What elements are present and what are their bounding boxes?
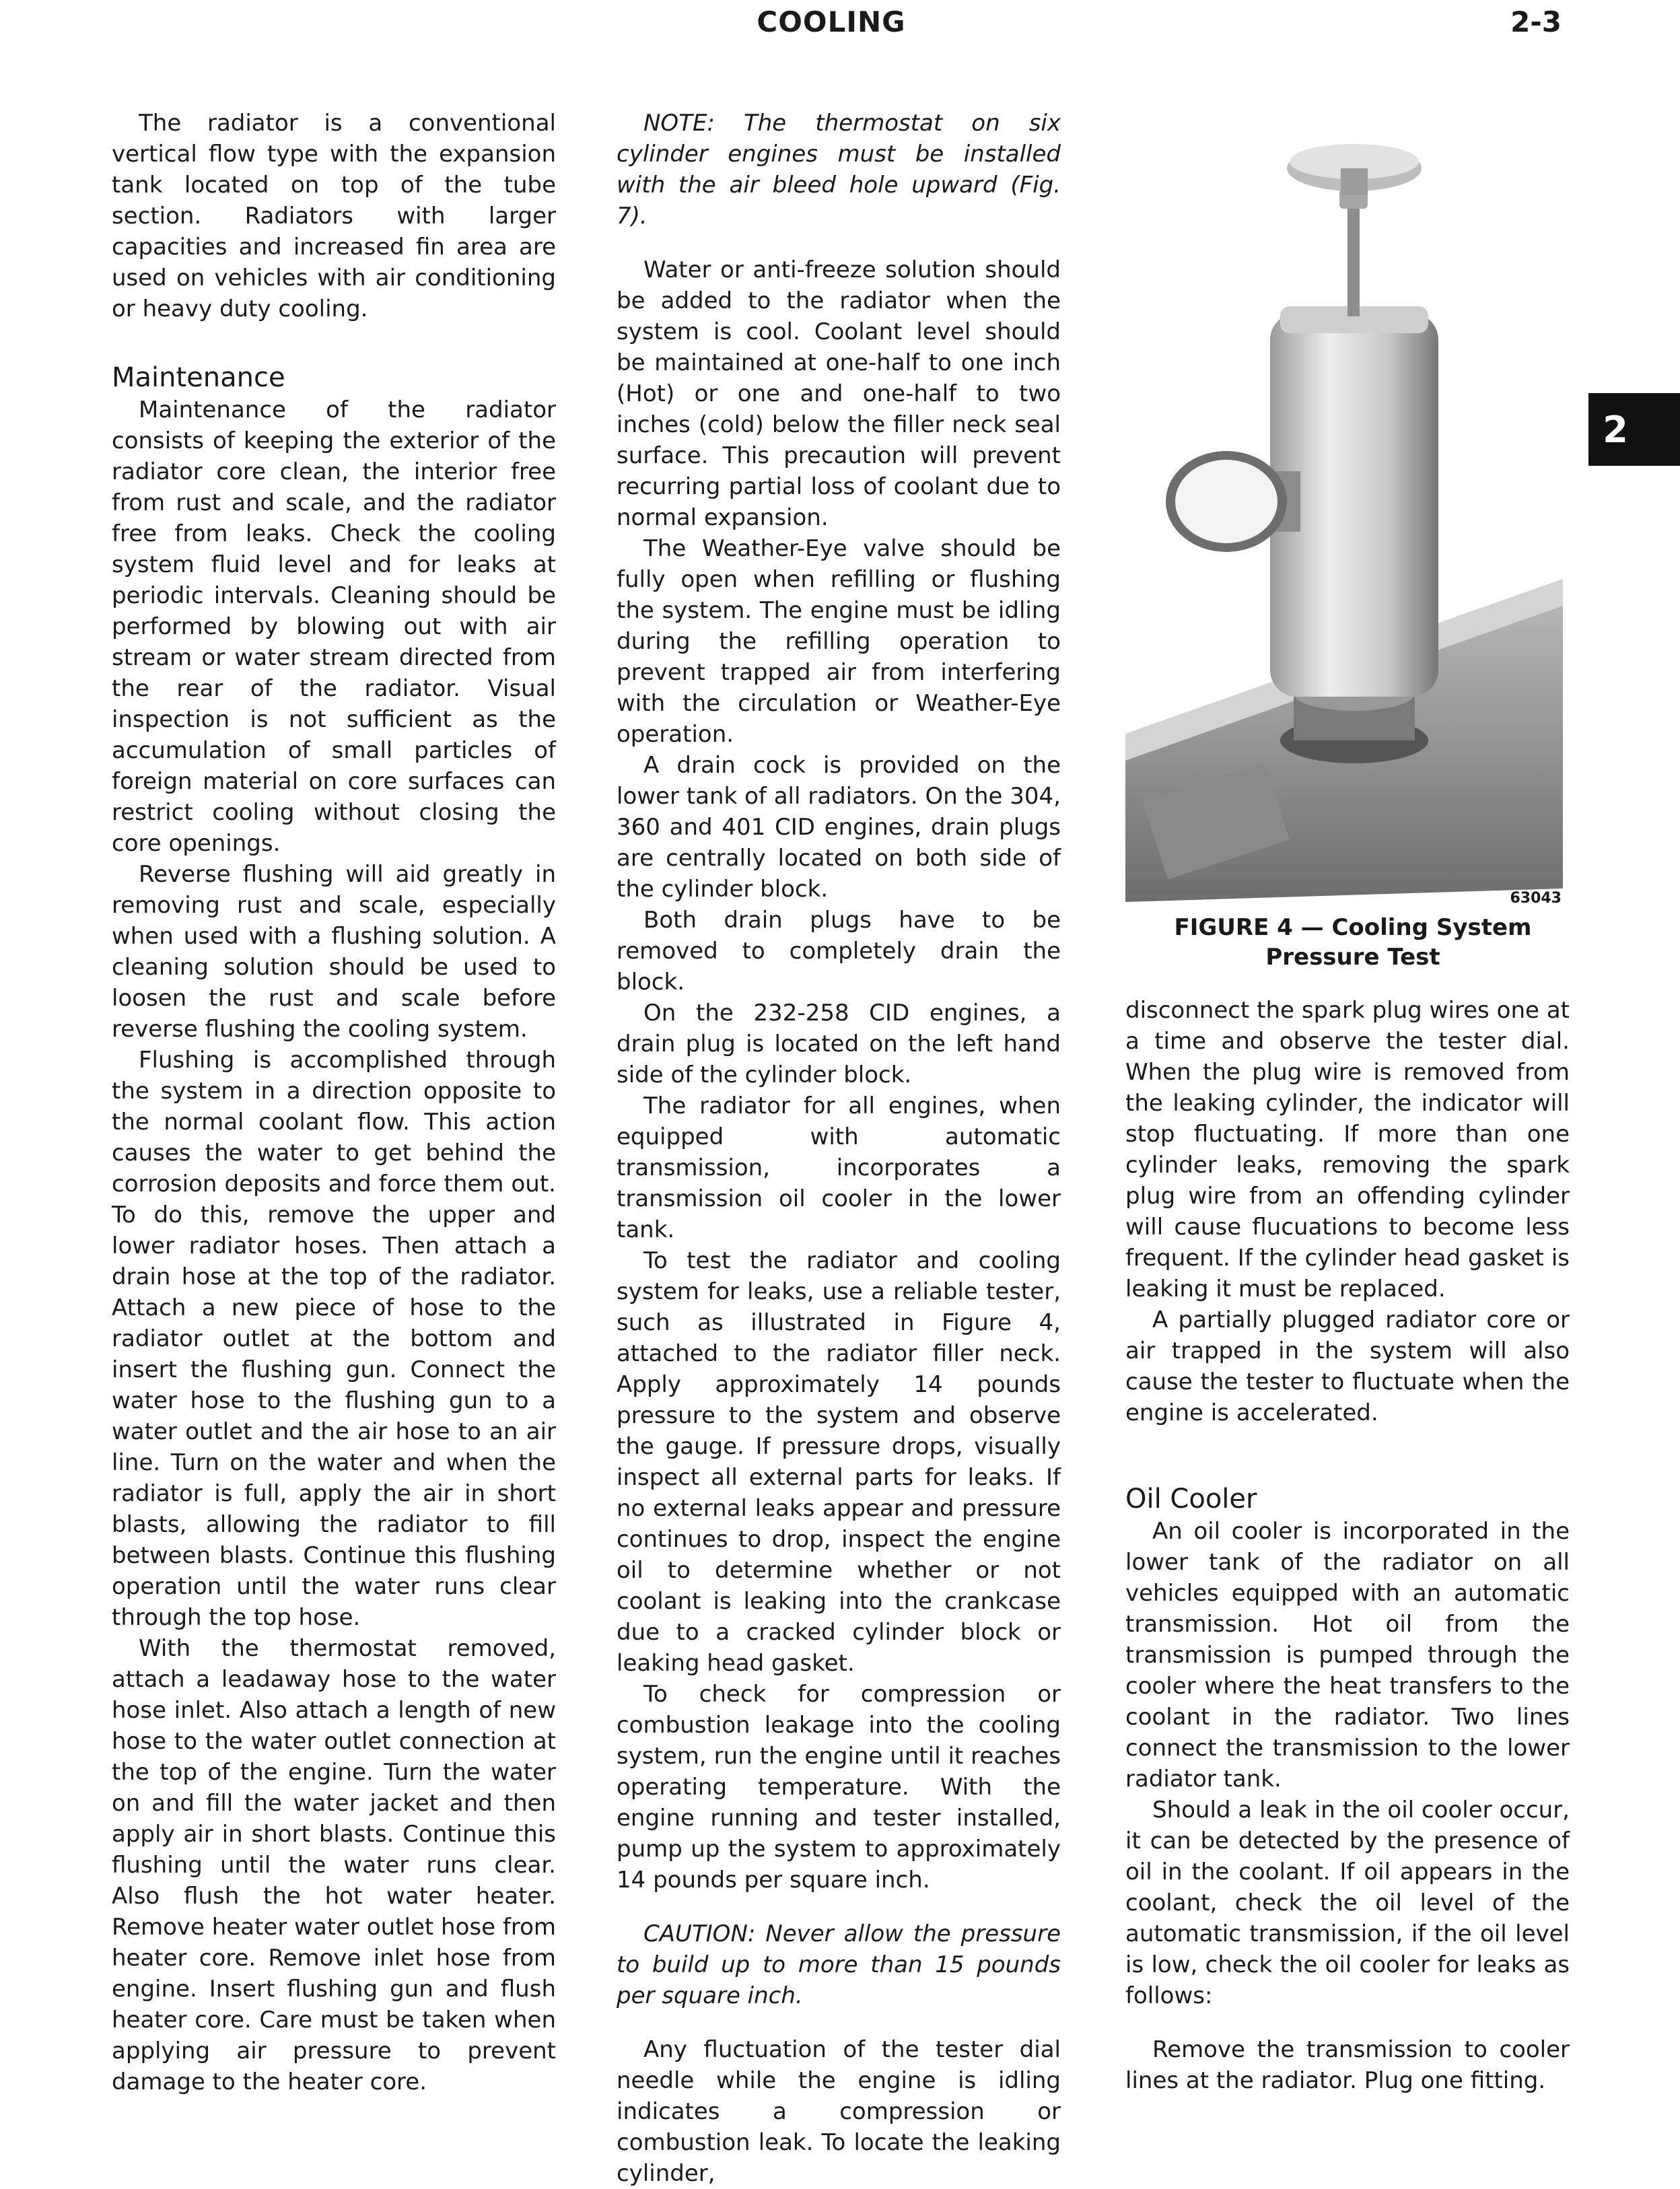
remove-lines-paragraph: Remove the transmission to cooler lines at the radiator. Plug one fitting. [1125,2036,1570,2094]
caution-note: CAUTION: Never allow the pressure to build up to more than 15 pounds per square inch. [617,1920,1061,2009]
section-tab: 2 [1588,393,1680,466]
left-column [112,108,556,2097]
maintenance-heading: Maintenance [112,362,285,393]
drain-cock-paragraph: A drain cock is provided on the lower tank of all radiators. On the 304, 360 and 401 CID engines, drain plugs are centrally located on both side of the cylinder block. [617,752,1061,903]
thermostat-removed-paragraph: With the thermostat removed, attach a leadaway hose to the water hose inlet. Also attach a length of new hose to the water outlet connection at the top of the engine. Turn the water on and fill the water jacket and then apply air in short blasts. Continue this flushing until the water runs clear. Also flush the hot water heater. Remove heater water outlet hose from heater core. Remove inlet hose from engine. Insert flushing gun and flush heater core. Care must be taken when applying air pressure to prevent damage to the heater core. [112,1635,556,2095]
fluctuation-paragraph: Any fluctuation of the tester dial needle while the engine is idling indicates a compression or combustion leak. To locate the leaking cylinder, [617,2036,1061,2187]
reverse-flushing-paragraph: Reverse flushing will aid greatly in removing rust and scale, especially when used with a flushing solution. A cleaning solution should be used to loosen the rust and scale before reverse flushing the cooling system. [112,861,556,1043]
compression-check-paragraph: To check for compression or combustion leakage into the cooling system, run the engine until it reaches operating temperature. With the engine running and tester installed, pump up the system to approximately 14 pounds per square inch. [617,1681,1061,1893]
leaking-cylinder-paragraph: disconnect the spark plug wires one at a time and observe the tester dial. When the plug wire is removed from the leaking cylinder, the indicator will stop fluctuating. If more than one cylinder leaks, removing the spark plug wire from an offending cylinder will cause flucuations to become less frequent. If the cylinder head gasket is leaking it must be replaced. [1125,997,1570,1302]
transmission-oil-cooler-paragraph: The radiator for all engines, when equipped with automatic transmission, incorporates a transmission oil cooler in the lower tank. [617,1092,1061,1243]
middle-column [617,108,1061,2189]
coolant-level-paragraph: Water or anti-freeze solution should be added to the radiator when the system is cool. Coolant level should be maintained at one-half to one inch (Hot) or one and one-half to two inches (cold) below the filler neck seal surface. This precaution will prevent recurring partial loss of coolant due to normal expansion. [617,256,1061,531]
page-number: 2-3 [1510,5,1562,38]
oil-cooler-heading: Oil Cooler [1125,1484,1257,1515]
oil-cooler-leak-paragraph: Should a leak in the oil cooler occur, it can be detected by the presence of oil in the coolant. If oil appears in the coolant, check the oil level of the automatic transmission, if the oil level is low, check the oil cooler for leaks as follows: [1125,1797,1570,2009]
figure-number: 63043 [1510,890,1562,907]
maintenance-paragraph: Maintenance of the radiator consists of keeping the exterior of the radiator core clean, the interior free from rust and scale, and the radiator free from leaks. Check the cooling system fluid level and for leaks at periodic intervals. Cleaning should be performed by blowing out with air stream or water stream directed from the rear of the radiator. Visual inspection is not sufficient as the accumulation of small particles of foreign material on core surfaces can restrict cooling without closing the core openings. [112,396,556,857]
plugged-core-paragraph: A partially plugged radiator core or air trapped in the system will also cause the tester to fluctuate when the engine is accelerated. [1125,1307,1570,1426]
weather-eye-paragraph: The Weather-Eye valve should be fully open when refilling or flushing the system. The engine must be idling during the refilling operation to prevent trapped air from interfering with the circulation or Weather-Eye operation. [617,535,1061,748]
drain-plugs-paragraph: Both drain plugs have to be removed to completely drain the block. [617,907,1061,996]
oil-cooler-paragraph: An oil cooler is incorporated in the lower tank of the radiator on all vehicles equipped with an automatic transmission. Hot oil from the transmission is pumped through the cooler where the heat transfers to the coolant in the radiator. Two lines connect the transmission to the lower radiator tank. [1125,1518,1570,1793]
thermostat-note: NOTE: The thermostat on six cylinder engines must be installed with the air bleed hole upward (Fig. 7). [617,110,1061,230]
drain-plug-232-258-paragraph: On the 232-258 CID engines, a drain plug is located on the left hand side of the cylinder block. [617,1000,1061,1088]
page-header-title: COOLING [757,5,906,38]
figure-caption: FIGURE 4 — Cooling System Pressure Test [1174,914,1532,971]
leak-test-paragraph: To test the radiator and cooling system for leaks, use a reliable tester, such as illustrated in Figure 4, attached to the radiator filler neck. Apply approximately 14 pounds pressure to the system and observe the gauge. If pressure drops, visually inspect all external parts for leaks. If no external leaks appear and pressure continues to drop, inspect the engine oil to determine whether or not coolant is leaking into the crankcase due to a cracked cylinder block or leaking head gasket. [617,1247,1061,1677]
right-column [1125,995,1570,2096]
intro-paragraph: The radiator is a conventional vertical flow type with the expansion tank located on top of the tube section. Radiators with larger capacities and increased fin area are used on vehicles with air conditioning or heavy duty cooling. [112,110,556,322]
flushing-paragraph: Flushing is accomplished through the system in a direction opposite to the normal coolant flow. This action causes the water to get behind the corrosion deposits and force them out. To do this, remove the upper and lower radiator hoses. Then attach a drain hose at the top of the radiator. Attach a new piece of hose to the radiator outlet at the bottom and insert the flushing gun. Connect the water hose to the flushing gun to a water outlet and the air hose to an air line. Turn on the water and when the radiator is full, apply the air in short blasts, allowing the radiator to fill between blasts. Continue this flushing operation until the water runs clear through the top hose. [112,1047,556,1631]
pressure-tester-photo [1125,108,1563,902]
